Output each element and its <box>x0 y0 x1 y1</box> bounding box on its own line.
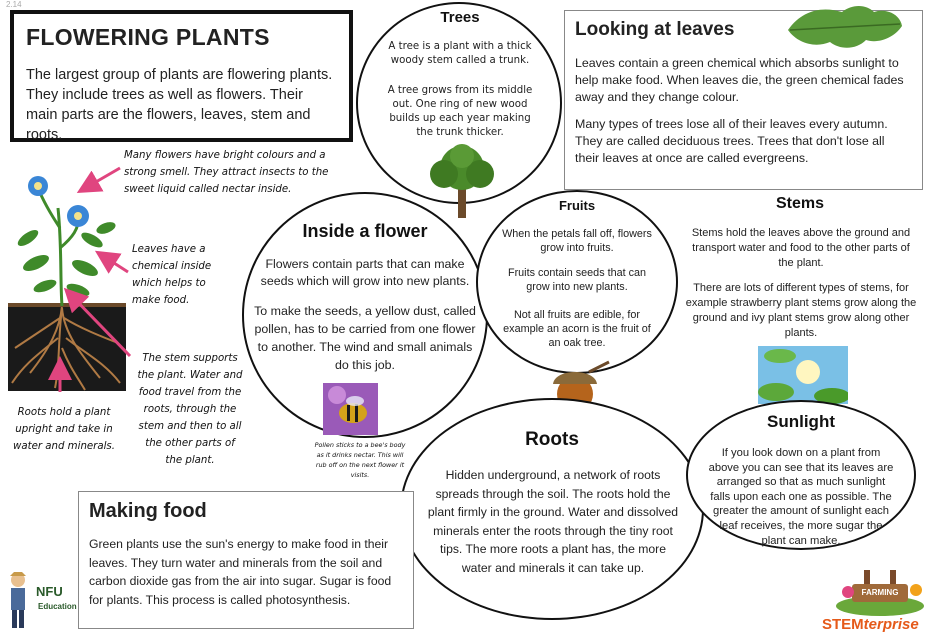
nfu-education-text: Education <box>38 602 77 611</box>
nfu-figure-icon <box>4 570 34 630</box>
inside-flower-title: Inside a flower <box>302 221 428 241</box>
sunlight-text: If you look down on a plant from above you can see that its leaves are arranged so that as much sunlight falls upon each one as possible. The greater the amount of sunlight each leaf receives, the more sugar the plant can make. <box>708 447 894 547</box>
fruits-text-3: Not all fruits are edible, for example an acorn is the fruit of an oak tree. <box>503 309 651 349</box>
flower-arrow <box>82 168 120 190</box>
fruits-text-1: When the petals fall off, flowers grow into fruits. <box>502 228 652 254</box>
bee-icon <box>323 383 378 435</box>
making-food-text: Green plants use the sun's energy to make food in their leaves. They turn water and minerals from the soil and carbon dioxide gas from the air into sugar. Sugar is food for plants. This process is called photosynthesis. <box>89 537 392 607</box>
farming-word: FARMING <box>861 588 899 597</box>
stem-word: STEM <box>822 616 864 633</box>
bee-caption: Pollen sticks to a bee's body as it drinks nectar. This will rub off on the next flower it visits. <box>314 441 406 479</box>
sun-leaves-icon <box>758 346 848 404</box>
flowers-label: Many flowers have bright colours and a strong smell. They attract insects to the sweet liquid called nectar inside. <box>124 150 329 195</box>
fruits-title: Fruits <box>558 198 596 213</box>
stems-title: Stems <box>775 195 825 212</box>
leaves-label: Leaves have a chemical inside which helps to make food. <box>132 244 212 306</box>
roots-title: Roots <box>525 429 579 450</box>
stem-label: The stem supports the plant. Water and food travel from the roots, through the stem and then to all the other parts of the plant. <box>137 353 243 466</box>
title-body: The largest group of plants are flowering plants. They include trees as well as flowers. Their main parts are the flowers, leaves, stem and roots. <box>26 67 333 143</box>
corner-mark: 2.14 <box>6 0 22 9</box>
enterprise-word: terprise <box>863 616 919 633</box>
trees-text-1: A tree is a plant with a thick woody stem called a trunk. <box>388 41 532 66</box>
stem-arrow <box>68 292 130 356</box>
leaves-text-2: Many types of trees lose all of their leaves every autumn. They are called deciduous trees. Trees that don't lose all their leaves at once are called evergreens. <box>575 117 888 165</box>
leaves-text-1: Leaves contain a green chemical which absorbs sunlight to help make food. When leaves die, the green chemical fades away and they change colour. <box>575 56 904 104</box>
inside-flower-text-1: Flowers contain parts that can make seeds which will grow into new plants. <box>260 257 470 288</box>
trees-text-2: A tree grows from its middle out. One ring of new wood builds up each year making the trunk thicker. <box>387 85 533 138</box>
fruits-text-2: Fruits contain seeds that can grow into new plants. <box>507 267 647 293</box>
inside-flower-text-2: To make the seeds, a yellow dust, called pollen, has to be carried from one flower to another. The wind and small animals do this job. <box>254 304 476 372</box>
leaves-title: Looking at leaves <box>575 19 735 40</box>
making-food-title: Making food <box>89 500 207 522</box>
roots-label: Roots hold a plant upright and take in water and minerals. <box>13 407 115 452</box>
page-title: FLOWERING PLANTS <box>26 24 270 50</box>
making-food-box <box>78 491 414 629</box>
sunlight-title: Sunlight <box>767 412 835 431</box>
leaf-arrow <box>100 254 128 272</box>
stemterprise-logo <box>822 616 919 633</box>
oak-leaf-icon <box>782 0 908 54</box>
roots-text: Hidden underground, a network of roots spreads through the soil. The roots hold the plant firmly in the ground. Water and dissolved minerals enter the roots through the tiny root tips. The more roots a plant has, the more water and minerals it can take up. <box>427 468 679 575</box>
stems-text-2: There are lots of different types of stems, for example strawberry plant stems grow along the ground and ivy plant stems grow along other plants. <box>685 282 917 339</box>
stems-text-1: Stems hold the leaves above the ground and transport water and food to the other parts of the plant. <box>691 227 911 269</box>
nfu-logo-text: NFU <box>36 584 63 599</box>
trees-title: Trees <box>440 9 480 26</box>
tree-icon <box>420 142 504 220</box>
